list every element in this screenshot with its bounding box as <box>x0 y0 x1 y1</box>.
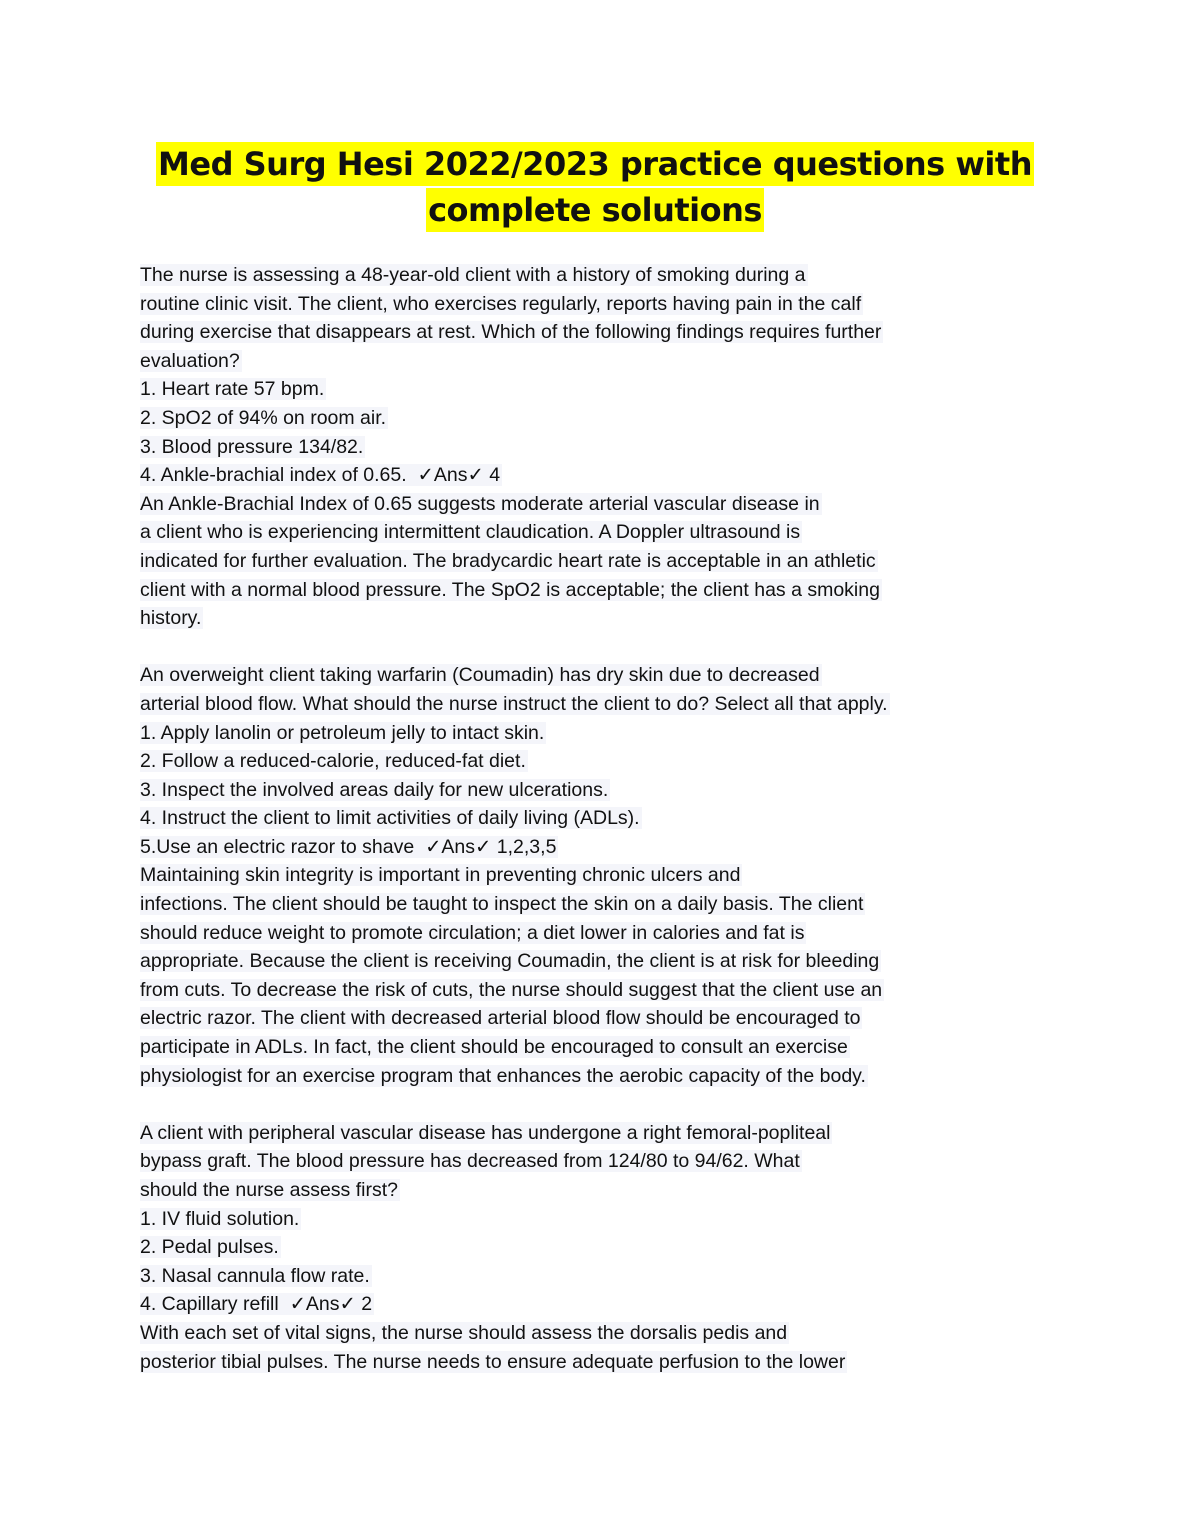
question-2 <box>140 661 1040 1090</box>
question-3-stem-line: bypass graft. The blood pressure has decreased from 124/80 to 94/62. What <box>140 1150 800 1173</box>
question-2-stem-line: An overweight client taking warfarin (Coumadin) has dry skin due to decreased <box>140 664 820 687</box>
question-2-option: 1. Apply lanolin or petroleum jelly to intact skin. <box>140 721 545 744</box>
question-3-answer: 2 <box>361 1293 373 1316</box>
checkmark-icon: ✓ <box>339 1292 356 1316</box>
question-1-rationale-line: a client who is experiencing intermittent claudication. A Doppler ultrasound is <box>140 521 801 544</box>
question-2-rationale-line: appropriate. Because the client is receiving Coumadin, the client is at risk for bleeding <box>140 950 880 973</box>
question-1-option: 2. SpO2 of 94% on room air. <box>140 406 387 429</box>
answer-label: Ans <box>305 1293 340 1316</box>
question-1 <box>140 261 1040 633</box>
checkmark-icon: ✓ <box>475 834 492 858</box>
question-1-stem-line: evaluation? <box>140 349 240 372</box>
question-1-answer: 4 <box>489 464 501 487</box>
checkmark-icon: ✓ <box>425 834 442 858</box>
question-2-stem-line: arterial blood flow. What should the nurse instruct the client to do? Select all that apply. <box>140 692 888 715</box>
question-1-rationale-line: client with a normal blood pressure. The SpO2 is acceptable; the client has a smoking <box>140 578 880 601</box>
question-1-rationale-line: indicated for further evaluation. The bradycardic heart rate is acceptable in an athletic <box>140 549 876 572</box>
document-title <box>0 142 1190 234</box>
question-3-option: 2. Pedal pulses. <box>140 1236 279 1259</box>
checkmark-icon: ✓ <box>417 463 434 487</box>
question-3-stem-line: should the nurse assess first? <box>140 1179 398 1201</box>
question-2-rationale-line: Maintaining skin integrity is important in preventing chronic ulcers and <box>140 864 741 887</box>
question-2-answer: 1,2,3,5 <box>496 835 557 858</box>
question-3-stem-line: A client with peripheral vascular disease has undergone a right femoral-popliteal <box>140 1121 831 1144</box>
question-2-option: 2. Follow a reduced-calorie, reduced-fat diet. <box>140 750 526 773</box>
question-1-stem-line: routine clinic visit. The client, who exercises regularly, reports having pain in the calf <box>140 292 862 315</box>
question-2-rationale-line: electric razor. The client with decreased arterial blood flow should be encouraged to <box>140 1007 861 1030</box>
question-3 <box>140 1119 1040 1376</box>
question-2-rationale-line: physiologist for an exercise program that enhances the aerobic capacity of the body. <box>140 1064 866 1087</box>
question-1-stem-line: during exercise that disappears at rest. Which of the following findings requires further <box>140 321 882 344</box>
question-1-option: 4. Ankle-brachial index of 0.65. <box>140 464 407 487</box>
question-1-answer-line <box>140 461 1040 490</box>
question-1-rationale-line: history. <box>140 607 202 630</box>
question-2-option: 4. Instruct the client to limit activities of daily living (ADLs). <box>140 807 640 830</box>
question-3-option: 3. Nasal cannula flow rate. <box>140 1264 370 1287</box>
question-1-stem-line: The nurse is assessing a 48-year-old client with a history of smoking during a <box>140 264 806 286</box>
question-3-option: 4. Capillary refill <box>140 1293 279 1316</box>
question-2-option: 5.Use an electric razor to shave <box>140 835 415 858</box>
question-1-rationale-line: An Ankle-Brachial Index of 0.65 suggests moderate arterial vascular disease in <box>140 492 820 515</box>
title-line-1: Med Surg Hesi 2022/2023 practice questions with <box>156 142 1034 186</box>
question-2-rationale-line: participate in ADLs. In fact, the client should be encouraged to consult an exercise <box>140 1036 848 1059</box>
question-3-answer-line <box>140 1290 1040 1319</box>
title-line-2: complete solutions <box>426 188 764 232</box>
question-3-rationale-line: With each set of vital signs, the nurse should assess the dorsalis pedis and <box>140 1321 788 1344</box>
question-2-rationale-line: from cuts. To decrease the risk of cuts, the nurse should suggest that the client use an <box>140 978 883 1001</box>
question-2-rationale-line: should reduce weight to promote circulation; a diet lower in calories and fat is <box>140 921 805 944</box>
question-2-answer-line <box>140 833 1040 862</box>
question-3-option: 1. IV fluid solution. <box>140 1207 300 1230</box>
checkmark-icon: ✓ <box>467 463 484 487</box>
answer-label: Ans <box>433 464 468 487</box>
question-1-option: 3. Blood pressure 134/82. <box>140 435 364 458</box>
question-3-rationale-line: posterior tibial pulses. The nurse needs to ensure adequate perfusion to the lower <box>140 1350 846 1373</box>
question-1-option: 1. Heart rate 57 bpm. <box>140 378 325 401</box>
question-2-option: 3. Inspect the involved areas daily for new ulcerations. <box>140 778 609 801</box>
document-body <box>140 261 1040 1376</box>
question-2-rationale-line: infections. The client should be taught to inspect the skin on a daily basis. The client <box>140 893 864 916</box>
answer-label: Ans <box>441 835 476 858</box>
checkmark-icon: ✓ <box>289 1292 306 1316</box>
